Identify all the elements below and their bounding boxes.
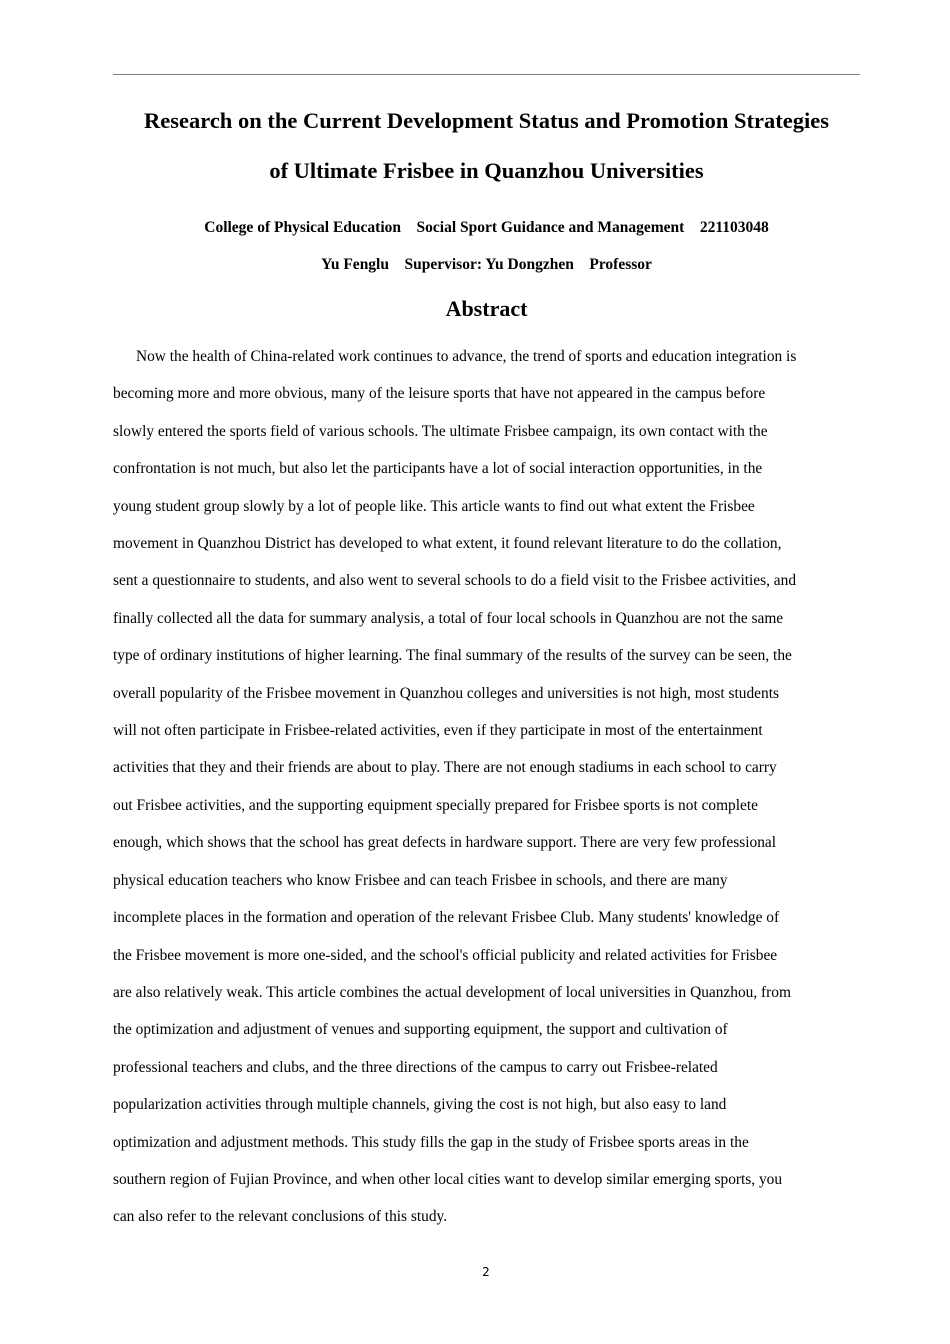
abstract-line: incomplete places in the formation and operation of the relevant Frisbee Club. Many students' knowledge of [113,909,780,927]
abstract-line: finally collected all the data for summary analysis, a total of four local schools in Quanzhou are not the same [113,609,784,627]
title-line-2: of Ultimate Frisbee in Quanzhou Universities [269,158,704,183]
abstract-line: young student group slowly by a lot of people like. This article wants to find out what extent the Frisbee [113,497,755,515]
abstract-line: Now the health of China-related work continues to advance, the trend of sports and education integration is [136,348,797,365]
abstract-line: are also relatively weak. This article combines the actual development of local universities in Quanzhou, from [113,983,791,1001]
abstract-line: movement in Quanzhou District has developed to what extent, it found relevant literature to do the collation, [113,535,782,553]
paper-title [113,96,860,196]
abstract-line: the optimization and adjustment of venues and supporting equipment, the support and cultivation of [113,1021,728,1039]
abstract-line: confrontation is not much, but also let the participants have a lot of social interaction opportunities, in the [113,460,763,478]
abstract-line: popularization activities through multiple channels, giving the cost is not high, but also easy to land [113,1096,727,1114]
author-supervisor-line: Yu Fenglu Supervisor: Yu Dongzhen Professor [321,256,652,273]
abstract-line: slowly entered the sports field of various schools. The ultimate Frisbee campaign, its own contact with the [113,422,768,440]
abstract-heading: Abstract [445,296,528,321]
abstract-line: can also refer to the relevant conclusions of this study. [113,1208,448,1226]
abstract-line: becoming more and more obvious, many of the leisure sports that have not appeared in the campus before [113,385,766,403]
abstract-line: southern region of Fujian Province, and when other local cities want to develop similar emerging sports, you [113,1170,783,1188]
abstract-line: will not often participate in Frisbee-related activities, even if they participate in most of the entertainment [113,722,763,740]
abstract-line: overall popularity of the Frisbee movement in Quanzhou colleges and universities is not high, most students [113,684,779,702]
abstract-line: physical education teachers who know Frisbee and can teach Frisbee in schools, and there are many [113,871,728,889]
abstract-line: professional teachers and clubs, and the three directions of the campus to carry out Frisbee-related [113,1058,718,1076]
author-affiliation-line: College of Physical Education Social Sport Guidance and Management 221103048 [204,219,769,236]
abstract-line: the Frisbee movement is more one-sided, and the school's official publicity and related activities for Frisbee [113,946,778,964]
abstract-line: activities that they and their friends are about to play. There are not enough stadiums in each school to carry [113,759,777,777]
abstract-line: type of ordinary institutions of higher learning. The final summary of the results of the survey can be seen, the [113,647,792,665]
abstract-line: out Frisbee activities, and the supporting equipment specially prepared for Frisbee sports is not complete [113,796,758,814]
header-rule [113,74,860,75]
abstract-body [113,338,860,1236]
abstract-line: sent a questionnaire to students, and also went to several schools to do a field visit to the Frisbee activities, and [113,572,797,590]
abstract-line: enough, which shows that the school has great defects in hardware support. There are very few professional [113,834,777,852]
abstract-line: optimization and adjustment methods. This study fills the gap in the study of Frisbee sports areas in the [113,1133,749,1151]
title-line-1: Research on the Current Development Status and Promotion Strategies [144,108,829,133]
page-number: 2 [482,1265,490,1279]
